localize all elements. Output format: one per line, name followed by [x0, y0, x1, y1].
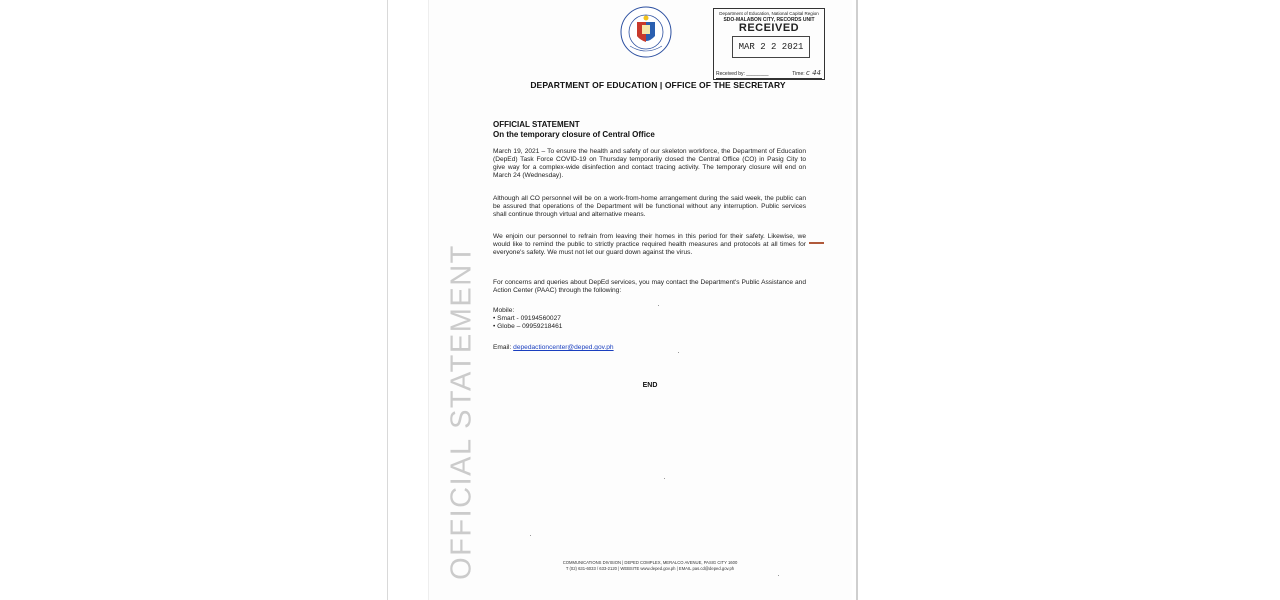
stamp-agency: Department of Education, National Capital Region	[719, 11, 819, 16]
footer-address: COMMUNICATIONS DIVISION | DEPED COMPLEX, MERALCO AVENUE, PASIG CITY 1600	[562, 560, 738, 565]
paragraph-4: For concerns and queries about DepEd services, you may contact the Department's Public Assistance and Action Center (PAAC) through the following:	[493, 279, 806, 295]
scan-speck	[530, 535, 531, 536]
received-stamp	[713, 8, 825, 80]
department-header: DEPARTMENT OF EDUCATION | OFFICE OF THE SECRETARY	[530, 80, 786, 90]
paragraph-2: Although all CO personnel will be on a work-from-home arrangement during the said week, the public can be assured that operations of the Department will be functional without any interruption. Public services shall continue through virtual and alternative means.	[493, 195, 806, 219]
deped-seal	[620, 6, 672, 58]
scan-speck	[678, 352, 679, 353]
stamp-received-by-label: Received by:	[716, 71, 745, 77]
scan-speck	[778, 575, 779, 576]
side-watermark: OFFICIAL STATEMENT	[445, 244, 478, 580]
stamp-time-value: c 44	[806, 69, 821, 77]
stamp-date: MAR 2 2 2021	[732, 36, 810, 58]
email-label: Email:	[493, 344, 512, 351]
mobile-label: Mobile:	[493, 307, 515, 314]
document-subtitle: On the temporary closure of Central Office	[493, 130, 655, 139]
stamp-unit: SDO-MALABON CITY, RECORDS UNIT	[723, 17, 815, 23]
stamp-received-by: Received by: ________	[716, 71, 769, 77]
email-link[interactable]: depedactioncenter@deped.gov.ph	[513, 344, 614, 351]
scan-speck	[664, 478, 665, 479]
paragraph-1: March 19, 2021 – To ensure the health and safety of our skeleton workforce, the Department of Education (DepEd) Task Force COVID-19 on Thursday temporarily closed the Central Office (CO) in Pasig City to give way for a complex-wide disinfection and contact tracing activity. The temporary closure will end on March 24 (Wednesday).	[493, 148, 806, 180]
mobile-contacts	[493, 307, 562, 331]
stamp-time	[792, 69, 821, 77]
scan-speck	[658, 305, 659, 306]
stamp-bottom-line	[716, 78, 822, 79]
stamp-time-label: Time:	[792, 71, 805, 77]
mobile-smart: • Smart - 09194560027	[493, 315, 561, 323]
footer-contact: T (02) 631-6033 / 633-2120 | WEBSITE www.deped.gov.ph | EMAIL pas.cd@deped.gov.ph	[565, 566, 735, 571]
pen-mark	[809, 242, 824, 244]
document-title: OFFICIAL STATEMENT	[493, 120, 580, 129]
email-line	[493, 344, 614, 351]
stamp-status: RECEIVED	[738, 22, 800, 34]
mobile-globe: • Globe – 09959218461	[493, 323, 563, 331]
document-page-inner	[428, 0, 852, 600]
paragraph-3: We enjoin our personnel to refrain from leaving their homes in this period for their safety. Likewise, we would like to remind the public to strictly practice required health measures and protocols at all times for everyone's safety. We must not let our guard down against the virus.	[493, 233, 806, 257]
end-marker: END	[642, 382, 658, 389]
